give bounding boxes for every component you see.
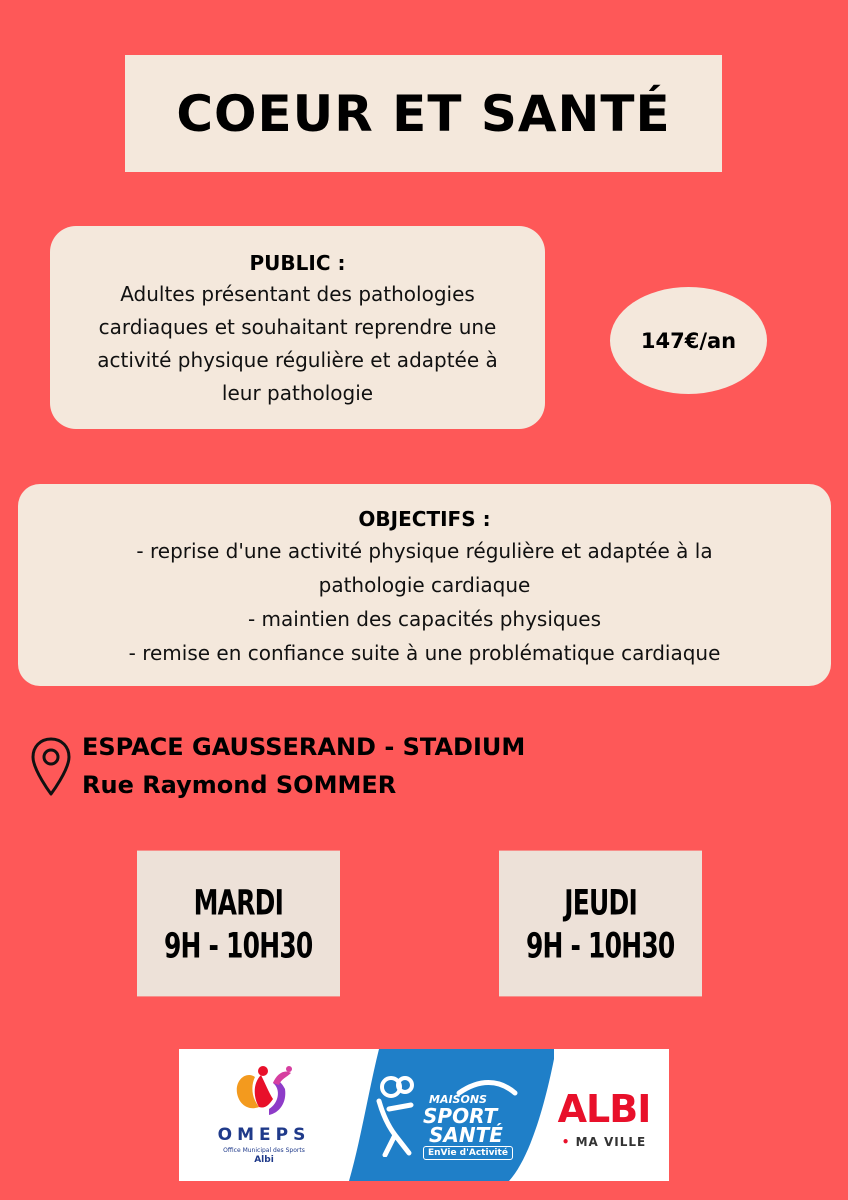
partner-logos — [179, 1049, 669, 1181]
session-time: 9H - 10H30 — [164, 924, 313, 966]
public-line: Adultes présentant des pathologies — [120, 282, 475, 306]
page-title: COEUR ET SANTÉ — [176, 84, 671, 143]
objectif-line: - remise en confiance suite à une problématique cardiaque — [128, 641, 721, 665]
omeps-city: Albi — [254, 1155, 274, 1165]
omeps-name: OMEPS — [217, 1125, 311, 1145]
price-badge: 147€/an — [610, 287, 767, 394]
albi-tagline: MA VILLE — [575, 1135, 647, 1149]
map-pin-icon — [30, 736, 72, 798]
albi-name: ALBI — [557, 1087, 651, 1131]
maisons-sport-sante-logo — [339, 1049, 554, 1181]
albi-tagline-row — [539, 1135, 669, 1149]
public-heading: PUBLIC : — [249, 251, 346, 275]
location-street: Rue Raymond SOMMER — [82, 771, 397, 799]
sport-figure-icon — [369, 1075, 425, 1157]
session-thursday — [499, 851, 702, 997]
location-place: ESPACE GAUSSERAND - STADIUM — [82, 733, 526, 761]
omeps-logo — [179, 1049, 349, 1181]
bullet-icon: • — [561, 1135, 571, 1149]
objectifs-card — [18, 484, 831, 686]
location-block — [30, 728, 590, 808]
sport-word: SPORT — [423, 1104, 498, 1128]
objectifs-heading: OBJECTIFS : — [358, 507, 491, 531]
session-day: MARDI — [193, 881, 284, 923]
session-tuesday — [137, 851, 340, 997]
public-line: cardiaques et souhaitant reprendre une — [98, 315, 497, 339]
maisons-word: MAISONS — [429, 1093, 487, 1106]
public-line: activité physique régulière et adaptée à — [97, 348, 498, 372]
omeps-emblem-icon — [229, 1063, 299, 1125]
location-text — [82, 728, 525, 804]
sante-word: SANTÉ — [429, 1123, 503, 1147]
title-banner — [125, 55, 722, 172]
session-day: JEUDI — [564, 881, 637, 923]
public-card — [50, 226, 545, 429]
objectif-line: - reprise d'une activité physique régulière et adaptée à la — [136, 539, 713, 563]
objectif-line: - maintien des capacités physiques — [247, 607, 602, 631]
session-time: 9H - 10H30 — [526, 924, 675, 966]
albi-logo — [539, 1049, 669, 1181]
public-line: leur pathologie — [221, 381, 374, 405]
objectif-line: pathologie cardiaque — [318, 573, 531, 597]
maisons-tagline: EnVie d'Activité — [423, 1146, 513, 1160]
omeps-subtitle: Office Municipal des Sports — [223, 1147, 305, 1154]
